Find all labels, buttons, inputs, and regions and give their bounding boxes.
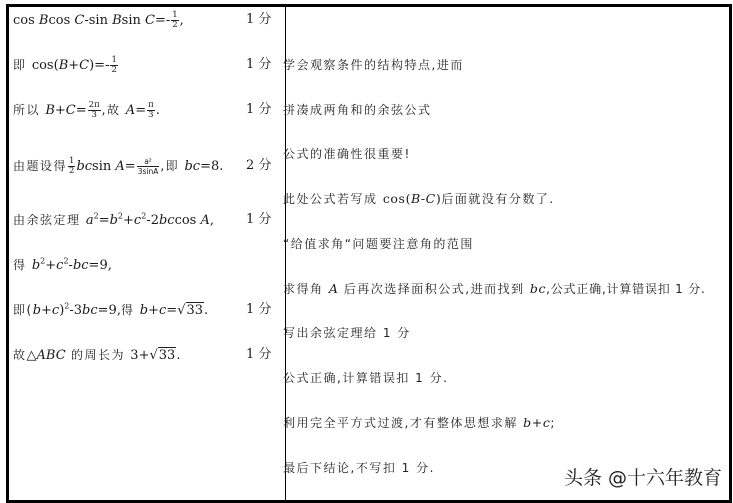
note-8: 公式正确,计算错误扣 1 分. [283, 371, 449, 385]
note-10: 最后下结论,不写扣 1 分. [283, 461, 435, 475]
note-4: 此处公式若写成 cos(B-C)后面就没有分数了. [283, 191, 555, 206]
solution-step-5: 由余弦定理 $a^2=b^2+c^2-2bccos$ A, [13, 211, 215, 228]
solution-step-4: 由题设得 $\frac{1}{2}$ bcsin A= $\frac{\text{a²}}{3\sin A}$ ,即 bc=8. [13, 156, 224, 176]
note-3: 公式的准确性很重要! [283, 147, 411, 161]
score-step-4: 2 分 [246, 158, 272, 173]
score-step-1: 1 分 [246, 12, 272, 27]
fraction: $\frac{\pi}{3}$ [148, 100, 154, 120]
fraction: $\frac{1}{2}$ [111, 55, 117, 75]
score-step-2: 1 分 [246, 57, 272, 72]
solution-step-7: 即$(b+c)^2-3bc=9$,得 b+c=√33. [13, 301, 209, 318]
solution-step-1: cos Bcos C-sin Bsin C=- $\frac{1}{2}$ , [13, 10, 184, 30]
fraction: $\frac{1}{2}$ [172, 10, 178, 30]
fraction: $\frac{1}{2}$ [69, 156, 75, 176]
watermark: 头条 @十六年教育 [564, 467, 723, 489]
solution-step-3: 所以 B+C= $\frac{2\pi}{3}$ ,故 A= $\frac{\pi}{3}$ . [13, 100, 160, 120]
score-step-8: 1 分 [246, 347, 272, 362]
solution-step-6: 得 $b^2+c^2-bc=9$, [13, 256, 112, 273]
square-root: √33 [149, 348, 176, 363]
note-7: 写出余弦定理给 1 分 [283, 326, 411, 340]
note-2: 拼凑成两角和的余弦公式 [283, 103, 432, 117]
score-step-3: 1 分 [246, 102, 272, 117]
triangle-symbol: △ [26, 348, 37, 363]
note-9: 利用完全平方式过渡,才有整体思想求解 b+c; [283, 415, 556, 430]
square-root: √33 [177, 303, 204, 318]
fraction: $\frac{\text{a²}}{3\sin A}$ [137, 157, 159, 176]
note-6: 求得角 A 后再次选择面积公式,进而找到 bc,公式正确,计算错误扣 1 分. [283, 281, 706, 296]
solution-step-8: 故△ABC 的周长为 3+√33. [13, 348, 181, 363]
solution-step-2: 即 cos(B+C)=- $\frac{1}{2}$ [13, 55, 117, 75]
fraction: $\frac{2\pi}{3}$ [88, 100, 100, 120]
note-1: 学会观察条件的结构特点,进而 [283, 58, 464, 72]
score-step-7: 1 分 [246, 302, 272, 317]
score-step-5: 1 分 [246, 212, 272, 227]
note-5: “给值求角“问题要注意角的范围 [283, 237, 474, 251]
